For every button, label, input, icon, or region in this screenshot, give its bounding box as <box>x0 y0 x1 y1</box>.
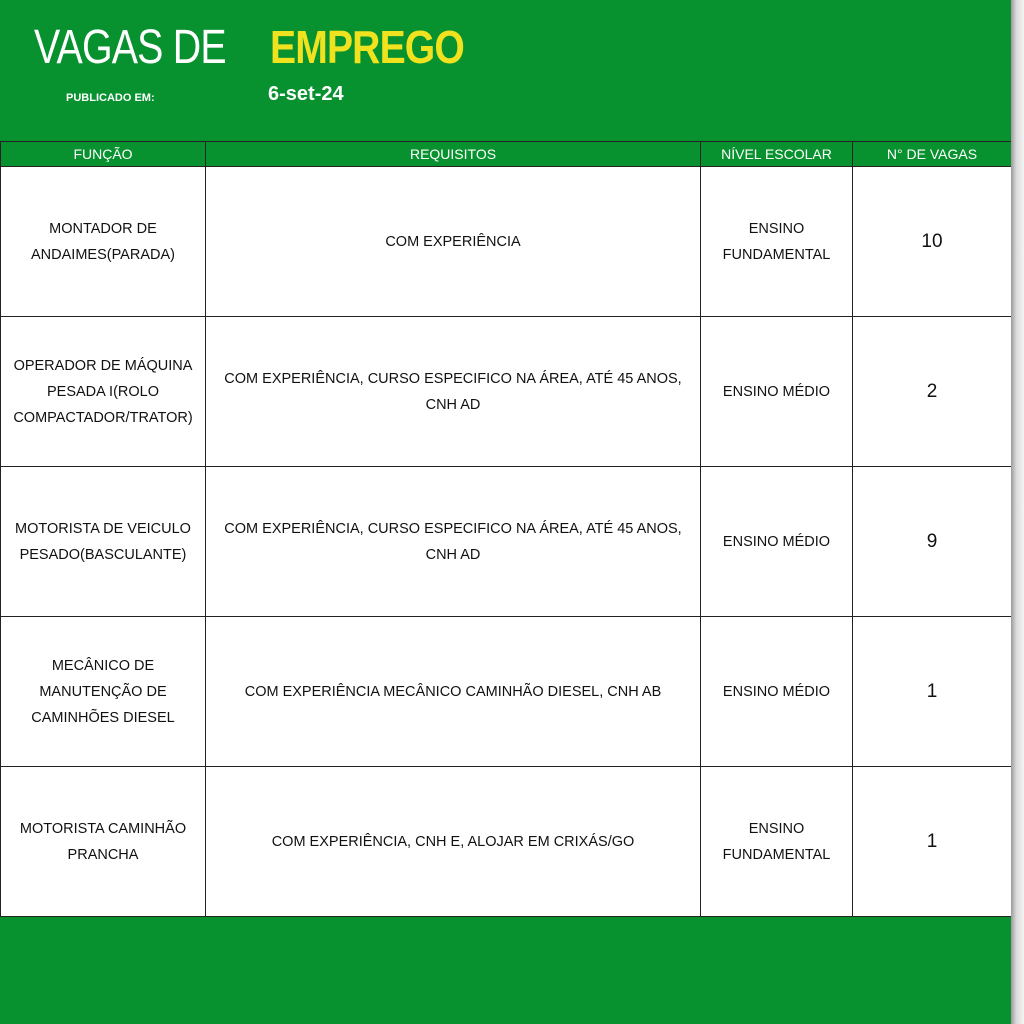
cell-requisitos: COM EXPERIÊNCIA, CURSO ESPECIFICO NA ÁREA, ATÉ 45 ANOS, CNH AD <box>206 467 701 617</box>
cell-requisitos: COM EXPERIÊNCIA <box>206 167 701 317</box>
cell-vagas: 1 <box>853 617 1012 767</box>
cell-vagas: 1 <box>853 767 1012 917</box>
cell-requisitos: COM EXPERIÊNCIA, CNH E, ALOJAR EM CRIXÁS/GO <box>206 767 701 917</box>
cell-vagas: 9 <box>853 467 1012 617</box>
footer-banner <box>0 917 1011 1024</box>
published-date: 6-set-24 <box>268 83 344 105</box>
cell-nivel-escolar: ENSINO FUNDAMENTAL <box>701 767 853 917</box>
cell-funcao: MOTORISTA DE VEICULO PESADO(BASCULANTE) <box>1 467 206 617</box>
cell-funcao: MECÂNICO DE MANUTENÇÃO DE CAMINHÕES DIESEL <box>1 617 206 767</box>
cell-nivel-escolar: ENSINO MÉDIO <box>701 467 853 617</box>
title-emprego: EMPREGO <box>270 21 464 73</box>
column-header-nivel-escolar: NÍVEL ESCOLAR <box>701 142 853 167</box>
table-header-row <box>1 142 1012 167</box>
cell-vagas: 2 <box>853 317 1012 467</box>
column-header-funcao: FUNÇÃO <box>1 142 206 167</box>
column-header-vagas: N° DE VAGAS <box>853 142 1012 167</box>
cell-funcao: MONTADOR DE ANDAIMES(PARADA) <box>1 167 206 317</box>
table-row <box>1 467 1012 617</box>
cell-nivel-escolar: ENSINO FUNDAMENTAL <box>701 167 853 317</box>
cell-funcao: OPERADOR DE MÁQUINA PESADA I(ROLO COMPACTADOR/TRATOR) <box>1 317 206 467</box>
cell-requisitos: COM EXPERIÊNCIA MECÂNICO CAMINHÃO DIESEL, CNH AB <box>206 617 701 767</box>
job-table <box>0 141 1012 917</box>
title-vagas-de: VAGAS DE <box>34 21 226 74</box>
table-row <box>1 317 1012 467</box>
cell-requisitos: COM EXPERIÊNCIA, CURSO ESPECIFICO NA ÁREA, ATÉ 45 ANOS, CNH AD <box>206 317 701 467</box>
table-row <box>1 617 1012 767</box>
cell-vagas: 10 <box>853 167 1012 317</box>
header-banner <box>0 0 1011 141</box>
column-header-requisitos: REQUISITOS <box>206 142 701 167</box>
table-row <box>1 167 1012 317</box>
cell-funcao: MOTORISTA CAMINHÃO PRANCHA <box>1 767 206 917</box>
published-label: PUBLICADO EM: <box>66 92 155 104</box>
cell-nivel-escolar: ENSINO MÉDIO <box>701 317 853 467</box>
table-row <box>1 767 1012 917</box>
page-edge-shadow <box>1011 0 1024 1024</box>
cell-nivel-escolar: ENSINO MÉDIO <box>701 617 853 767</box>
